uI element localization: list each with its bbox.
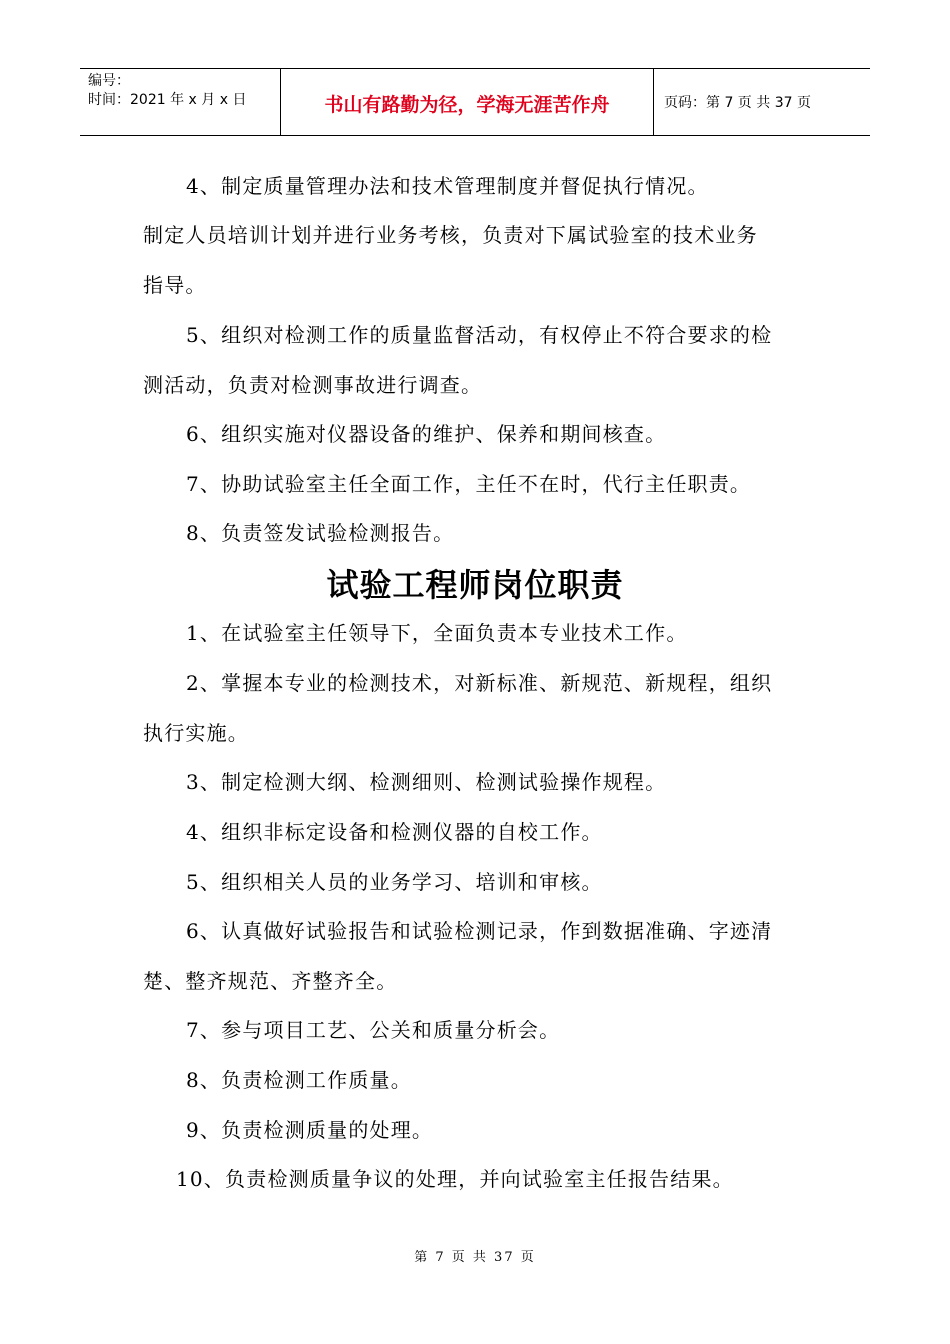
paragraph-line: 测活动，负责对检测事故进行调查。 (143, 373, 483, 397)
paragraph-line: 6、认真做好试验报告和试验检测记录，作到数据准确、字迹清 (186, 919, 773, 943)
paragraph-line: 制定人员培训计划并进行业务考核，负责对下属试验室的技术业务 (143, 223, 758, 247)
page-header (80, 68, 870, 136)
paragraph-line: 5、组织相关人员的业务学习、培训和审核。 (186, 870, 603, 894)
paragraph-line: 4、组织非标定设备和检测仪器的自校工作。 (186, 820, 603, 844)
paragraph-line: 1、在试验室主任领导下，全面负责本专业技术工作。 (186, 621, 688, 645)
paragraph-line: 9、负责检测质量的处理。 (186, 1118, 434, 1142)
document-number-label: 编号： (88, 73, 130, 89)
paragraph-line: 6、组织实施对仪器设备的维护、保养和期间核查。 (186, 422, 667, 446)
paragraph-line: 2、掌握本专业的检测技术，对新标准、新规范、新规程，组织 (186, 671, 773, 695)
paragraph-line: 8、负责签发试验检测报告。 (186, 521, 455, 545)
document-time-label: 时间：2021 年 x 月 x 日 (88, 92, 247, 108)
paragraph-line: 5、组织对检测工作的质量监督活动，有权停止不符合要求的检 (186, 323, 773, 347)
paragraph-line: 楚、整齐规范、齐整齐全。 (143, 969, 398, 993)
paragraph-line: 执行实施。 (143, 721, 249, 745)
paragraph-line: 3、制定检测大纲、检测细则、检测试验操作规程。 (186, 770, 667, 794)
paragraph-line: 10、负责检测质量争议的处理，并向试验室主任报告结果。 (176, 1167, 734, 1191)
paragraph-line: 7、协助试验室主任全面工作，主任不在时，代行主任职责。 (186, 472, 752, 496)
paragraph-line: 8、负责检测工作质量。 (186, 1068, 412, 1092)
header-page-info: 页码：第 7 页 共 37 页 (664, 95, 811, 111)
paragraph-line: 指导。 (143, 273, 207, 297)
header-motto: 书山有路勤为径，学海无涯苦作舟 (281, 69, 654, 135)
header-meta (80, 69, 281, 135)
paragraph-line: 4、制定质量管理办法和技术管理制度并督促执行情况。 (186, 174, 709, 198)
section-title: 试验工程师岗位职责 (326, 566, 624, 604)
paragraph-line: 7、参与项目工艺、公关和质量分析会。 (186, 1018, 561, 1042)
page-footer: 第 7 页 共 37 页 (414, 1250, 536, 1265)
